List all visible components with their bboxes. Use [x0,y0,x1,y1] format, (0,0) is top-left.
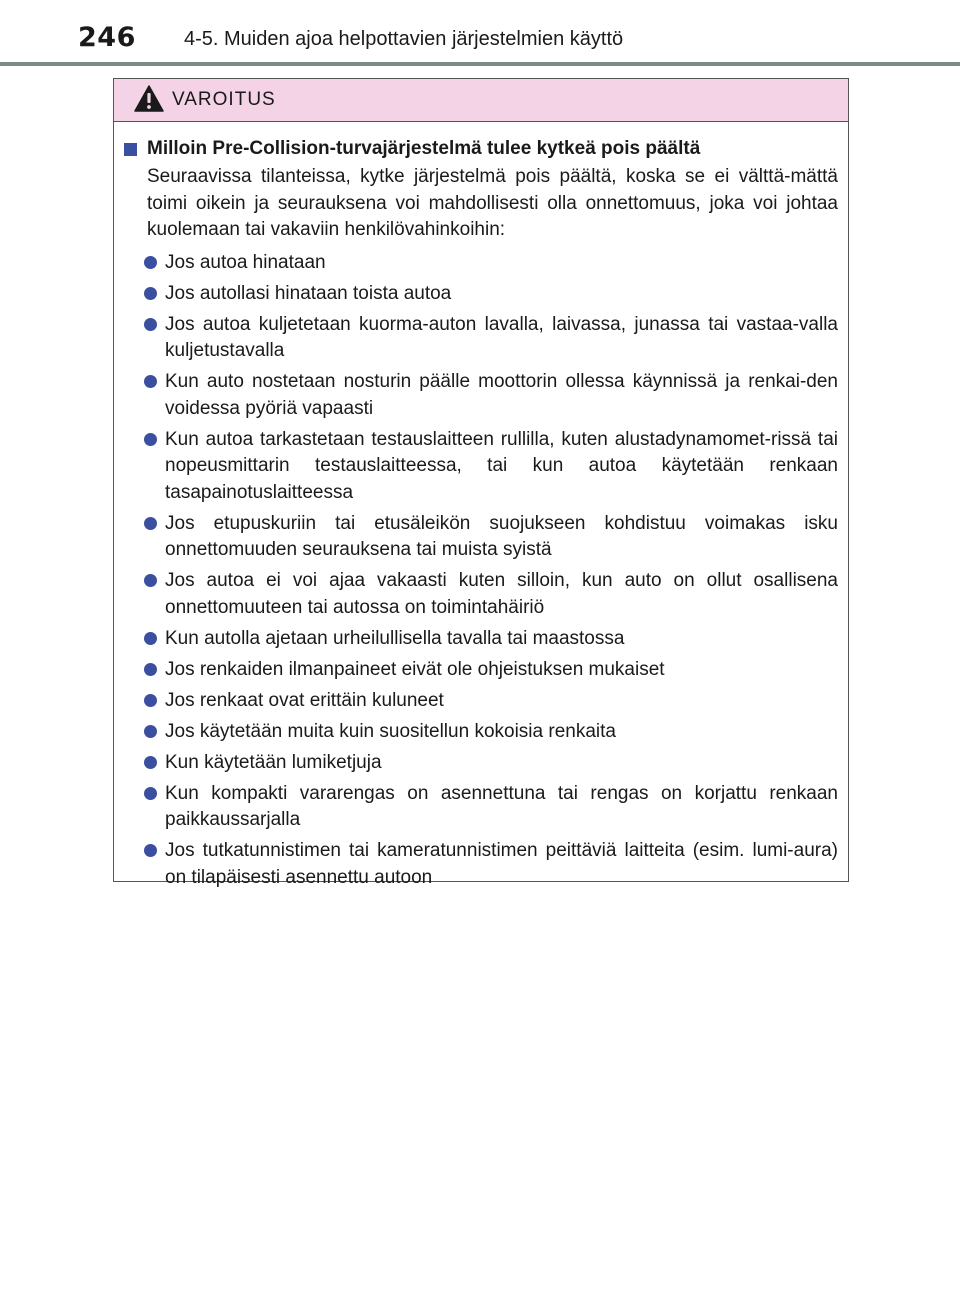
bullet-icon [144,756,157,769]
list-item: Jos autoa hinataan [124,250,838,277]
warning-triangle-icon [134,85,164,112]
warning-heading-text: Milloin Pre-Collision-turvajärjestelmä tulee kytkeä pois päältä [147,138,701,159]
bullet-icon [144,844,157,857]
list-item: Jos renkaat ovat erittäin kuluneet [124,688,838,715]
bullet-icon [144,632,157,645]
bullet-icon [144,574,157,587]
bullet-icon [144,725,157,738]
list-item: Jos autoa ei voi ajaa vakaasti kuten silloin, kun auto on ollut osallisena onnettomuuteen tai autossa on toimintahäiriö [124,568,838,621]
square-bullet-icon [124,143,137,156]
page-header [0,0,960,66]
list-item: Kun autolla ajetaan urheilullisella tavalla tai maastossa [124,626,838,653]
bullet-icon [144,287,157,300]
list-item: Kun auto nostetaan nosturin päälle moottorin ollessa käynnissä ja renkai-den voidessa pyöriä vapaasti [124,369,838,422]
list-item: Kun kompakti vararengas on asennettuna tai rengas on korjattu renkaan paikkaussarjalla [124,781,838,834]
bullet-icon [144,256,157,269]
list-item: Jos autoa kuljetetaan kuorma-auton lavalla, laivassa, junassa tai vastaa-valla kuljetustavalla [124,312,838,365]
bullet-icon [144,787,157,800]
warning-content [114,122,848,891]
header-divider [0,62,960,66]
bullet-icon [144,694,157,707]
warning-label: VAROITUS [172,89,276,110]
list-item: Jos käytetään muita kuin suositellun kokoisia renkaita [124,719,838,746]
list-item: Jos tutkatunnistimen tai kameratunnistimen peittäviä laitteita (esim. lumi-aura) on tilapäisesti asennettu autoon [124,838,838,891]
list-item: Jos etupuskuriin tai etusäleikön suojukseen kohdistuu voimakas isku onnettomuuden seurauksena tai muista syistä [124,511,838,564]
condition-list [124,250,838,892]
warning-intro: Seuraavissa tilanteissa, kytke järjestelmä pois päältä, koska se ei välttä-mättä toimi oikein ja seurauksena voi mahdollisesti olla onnettomuus, joka voi johtaa kuolemaan tai vakaviin henkilövahinkoihin: [147,166,838,240]
warning-header [114,79,848,122]
bullet-icon [144,517,157,530]
page-number: 246 [78,22,136,53]
bullet-icon [144,375,157,388]
warning-box [113,78,849,888]
bullet-icon [144,433,157,446]
warning-heading [124,136,838,162]
section-title: 4-5. Muiden ajoa helpottavien järjestelmien käyttö [184,28,624,50]
list-item: Jos autollasi hinataan toista autoa [124,281,838,308]
list-item: Kun autoa tarkastetaan testauslaitteen rullilla, kuten alustadynamomet-rissä tai nopeusmittarin testauslaitteessa, tai kun autoa käytetään renkaan tasapainotuslaitteessa [124,427,838,507]
list-item: Kun käytetään lumiketjuja [124,750,838,777]
list-item: Jos renkaiden ilmanpaineet eivät ole ohjeistuksen mukaiset [124,657,838,684]
bullet-icon [144,663,157,676]
bullet-icon [144,318,157,331]
